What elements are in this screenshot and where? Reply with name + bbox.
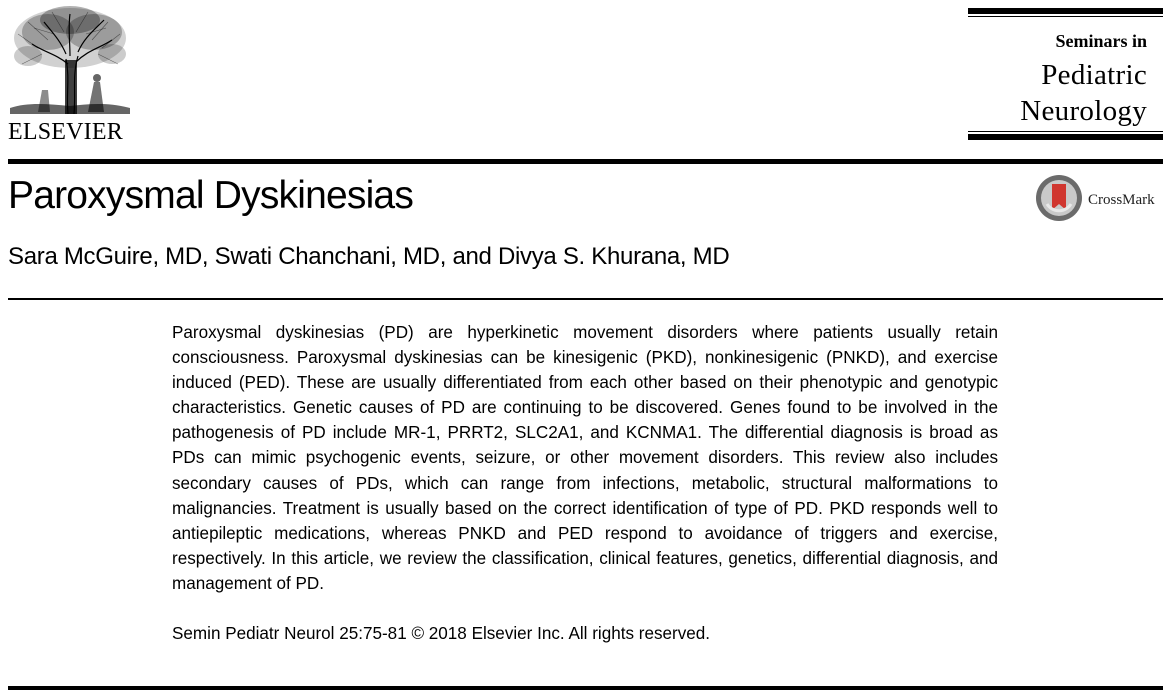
crossmark-icon — [1035, 174, 1083, 222]
journal-series: Seminars in — [1055, 31, 1147, 51]
header-rule — [8, 159, 1163, 164]
journal-name-line2: Neurology — [1020, 95, 1147, 127]
journal-name-line1: Pediatric — [1041, 59, 1147, 91]
crossmark-button[interactable] — [1035, 174, 1165, 224]
author-list: Sara McGuire, MD, Swati Chanchani, MD, and Divya S. Khurana, MD — [8, 243, 730, 270]
crossmark-label: CrossMark — [1088, 192, 1155, 208]
journal-masthead — [968, 8, 1163, 140]
publisher-name: ELSEVIER — [8, 119, 123, 145]
article-title: Paroxysmal Dyskinesias — [8, 174, 414, 217]
footer-rule — [8, 686, 1163, 690]
authors-rule — [8, 298, 1163, 300]
abstract-text: Paroxysmal dyskinesias (PD) are hyperkinetic movement disorders where patients usually retain consciousness. Paroxysmal dyskinesias can be kinesigenic (PKD), nonkinesigenic (PNKD), and exercise induced (PED). These are usually differentiated from each other based on their phenotypic and genotypic characteristics. Genetic causes of PD are continuing to be discovered. Genes found to be involved in the pathogenesis of PD include MR-1, PRRT2, SLC2A1, and KCNMA1. The differential diagnosis is broad as PDs can mimic psychogenic events, seizure, or other movement disorders. This review also includes secondary causes of PDs, which can range from infections, metabolic, structural malformations to malignancies. Treatment is usually based on the correct identification of type of PD. PKD responds well to antiepileptic medications, whereas PNKD and PED respond to avoidance of triggers and exercise, respectively. In this article, we review the classification, clinical features, genetics, differential diagnosis, and management of PD. — [172, 323, 998, 593]
citation-line: Semin Pediatr Neurol 25:75-81 © 2018 Elsevier Inc. All rights reserved. — [172, 624, 711, 643]
